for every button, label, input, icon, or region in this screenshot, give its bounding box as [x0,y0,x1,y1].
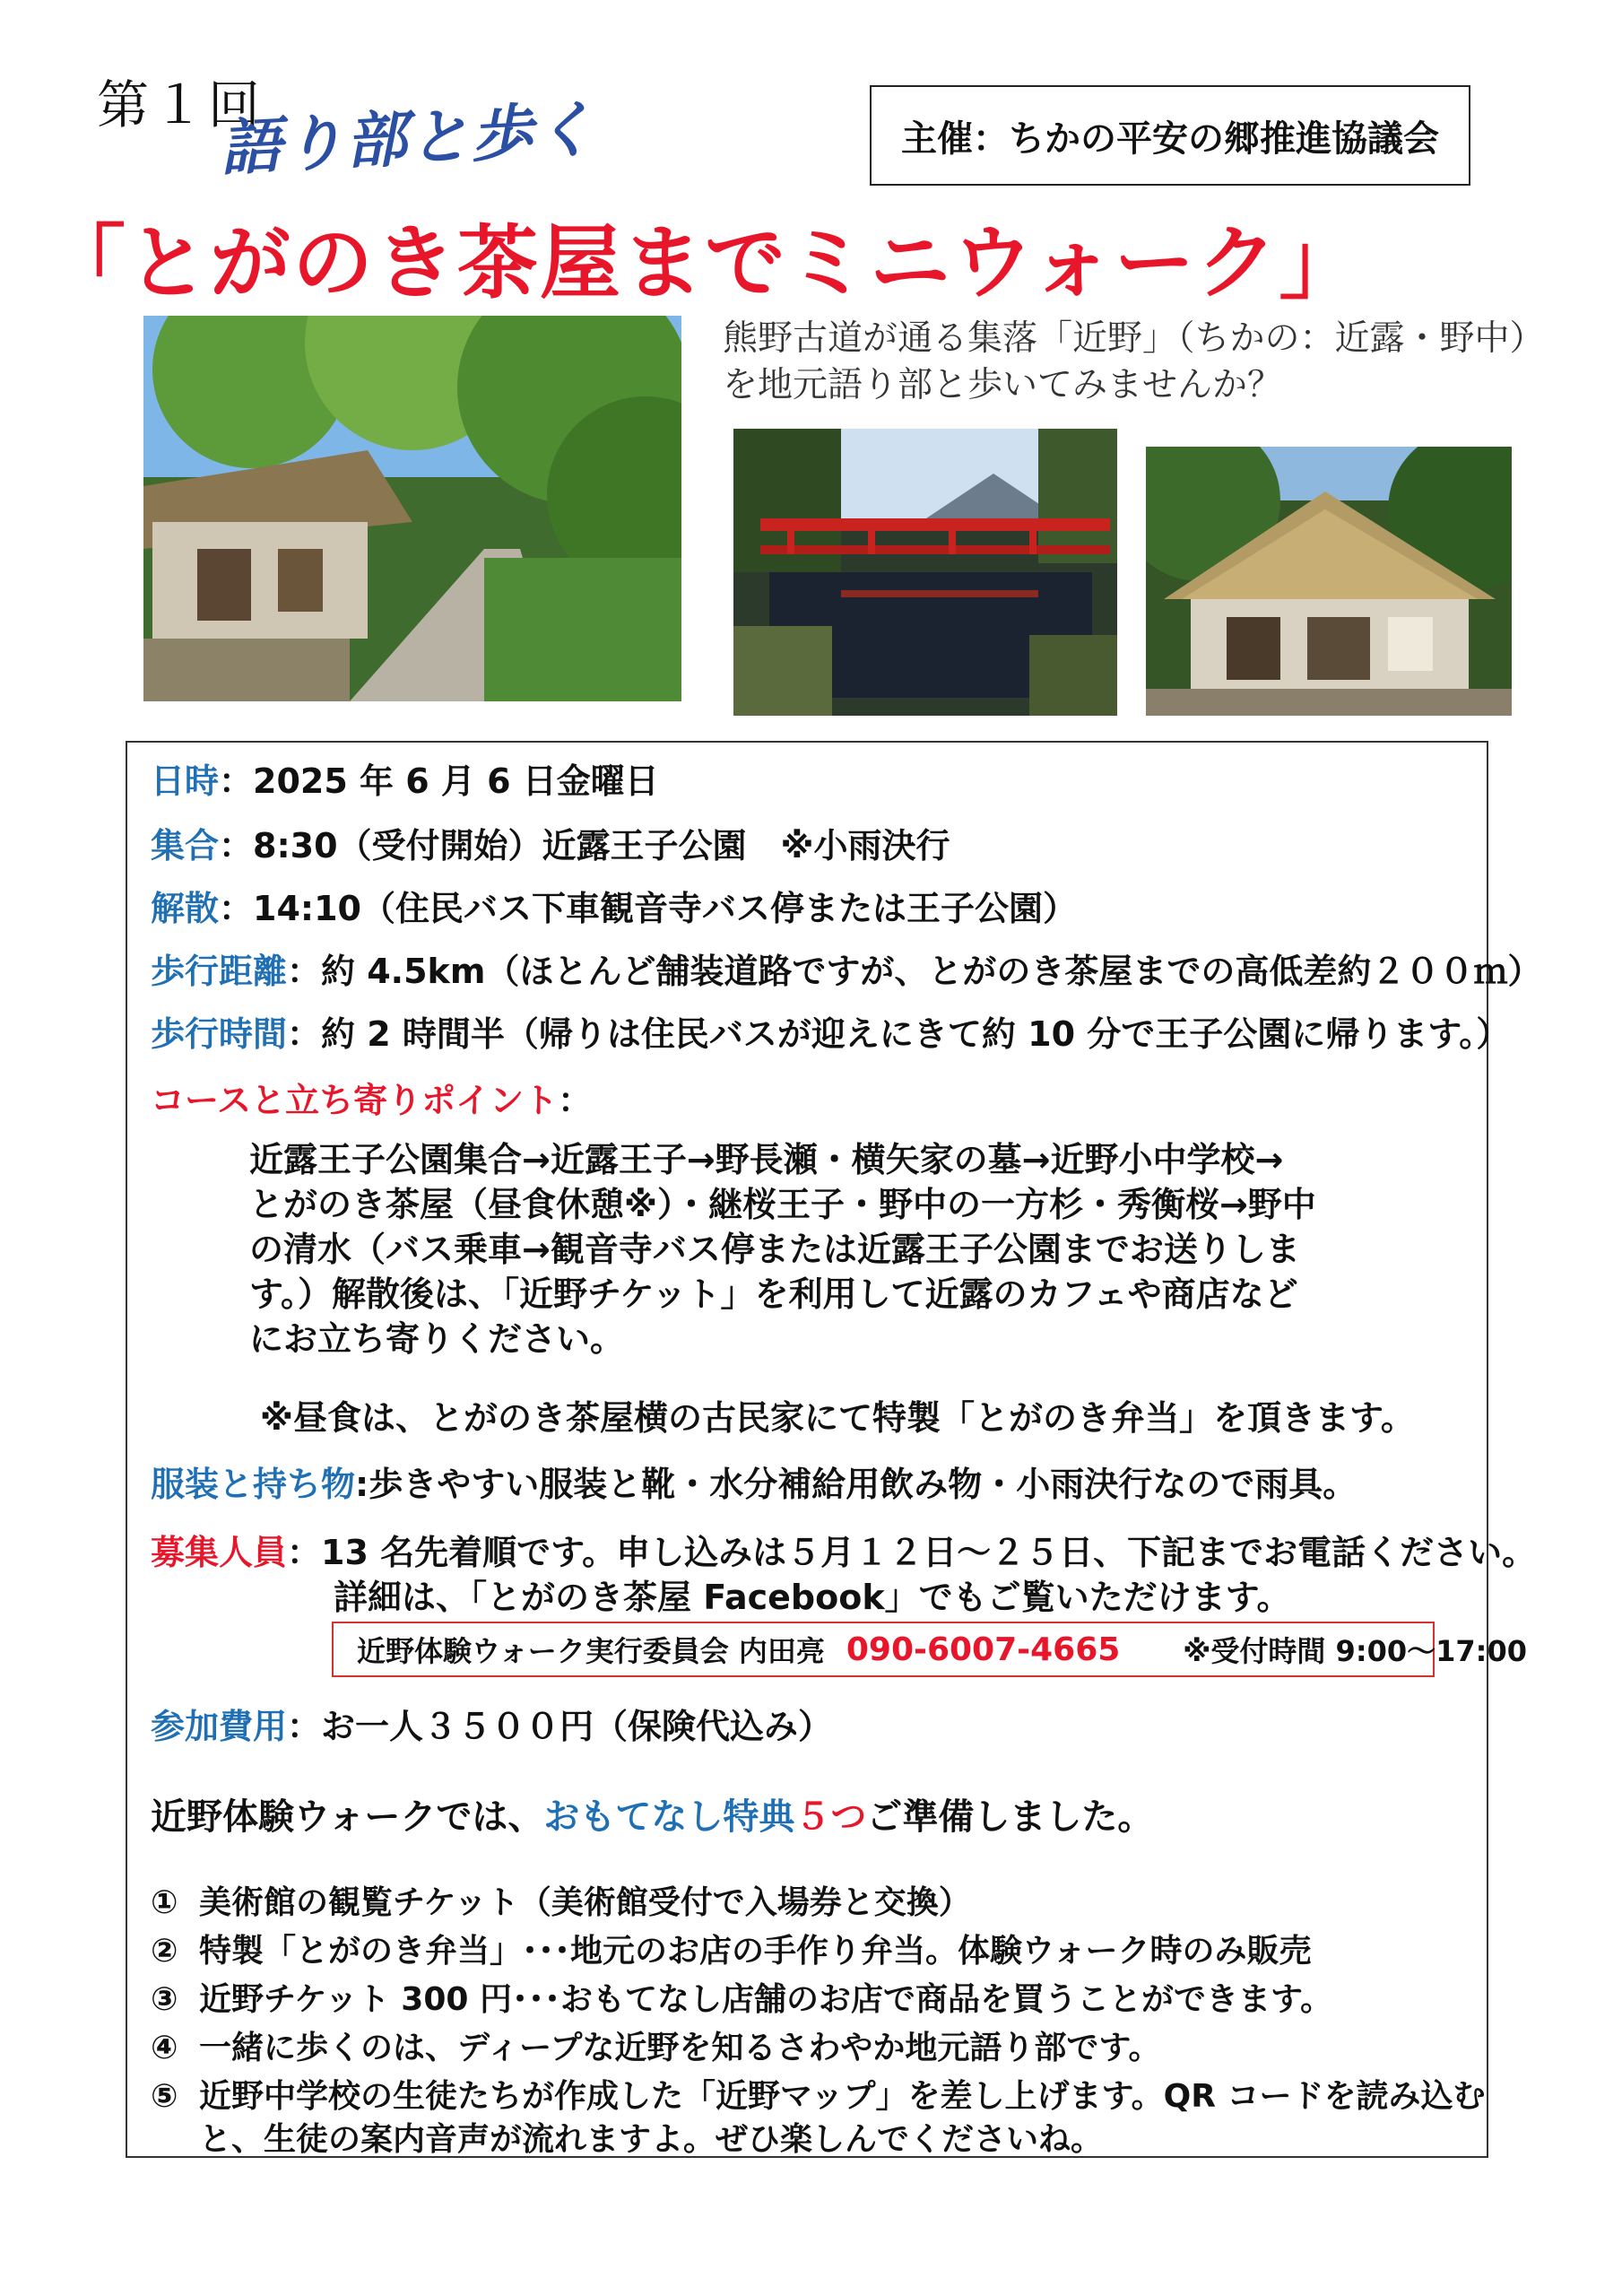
clothing-label: 服装と持ち物 [151,1465,356,1504]
contact-name: 近野体験ウォーク実行委員会 内田亮 [357,1634,825,1668]
perk-5-continuation: と、生徒の案内音声が流れますよ。ぜひ楽しんでくださいね。 [199,2121,1104,2158]
course-line: す。）解散後は、「近野チケット」を利用して近露のカフェや商店など [249,1274,1298,1314]
perk-item [151,2027,1160,2070]
intro-line-2: を地元語り部と歩いてみませんか？ [723,365,1283,405]
perk-intro-a: 近野体験ウォークでは、 [151,1796,544,1838]
clothing-value: :歩きやすい服装と靴・水分補給用飲み物・小雨決行なので雨具。 [355,1465,1357,1504]
contact-box [332,1622,1528,1677]
photo-thatched-house [1146,447,1512,716]
photo-thatched-house-image [1146,447,1512,716]
recruit-row [151,1525,1536,1574]
lunch-note: ※昼食は、とがのき茶屋横の古民家にて特製「とがのき弁当」を頂きます。 [260,1398,1415,1438]
recruit-value: ：13 名先着順です。申し込みは５月１２日～２５日、下記までお電話ください。 [287,1533,1537,1572]
course-line: の清水（バス乗車→観音寺バス停または近露王子公園までお送りしま [249,1230,1300,1269]
distance-label: 歩行距離 [151,952,288,991]
intro-text [723,316,1574,409]
meeting-value: ：8:30（受付開始）近露王子公園 ※小雨決行 [219,826,950,865]
meeting-row [151,818,950,867]
perk-text: 近野中学校の生徒たちが作成した「近野マップ」を差し上げます。QR コードを読み込む [199,2078,1486,2115]
meeting-label: 集合 [151,826,220,865]
organizer-text: 主催：ちかの平安の郷推進協議会 [901,117,1439,160]
date-row [151,753,659,803]
date-label: 日時 [151,761,220,801]
recruit-details: 詳細は、「とがのき茶屋 Facebook」でもご覧いただけます。 [334,1578,1291,1617]
walk-time-label: 歩行時間 [151,1014,288,1054]
perk-text: 特製「とがのき弁当」･･･地元のお店の手作り弁当。体験ウォーク時のみ販売 [199,1933,1312,1970]
perk-item [151,1882,971,1925]
course-line: とがのき茶屋（昼食休憩※）・継桜王子・野中の一方杉・秀衡桜→野中 [249,1185,1316,1224]
dismissal-row [151,881,1077,930]
fee-value: ：お一人３５００円（保険代込み） [287,1707,833,1746]
contact-hours: ※受付時間 9:00～17:00 [1183,1634,1528,1668]
photo-forest-path [143,316,681,701]
walk-time-row [151,1006,1510,1056]
clothing-row [151,1457,1357,1506]
dismissal-value: ：14:10（住民バス下車観音寺バス停または王子公園） [219,889,1077,928]
walk-time-value: ：約 2 時間半（帰りは住民バスが迎えにきて約 10 分で王子公園に帰ります。） [287,1014,1511,1054]
edition-label: 第１回 [97,74,265,135]
fee-row [151,1699,832,1748]
perk-number: ② [151,1933,178,1970]
distance-value: ：約 4.5km（ほとんど舗装道路ですが、とがのき茶屋までの高低差約２００ｍ） [287,952,1542,991]
perk-number: ⑤ [151,2078,178,2115]
page-title: 「とがのき茶屋までミニウォーク」 [45,216,1362,310]
perk-item [151,1930,1312,1973]
perk-text: 一緒に歩くのは、ディープな近野を知るさわやか地元語り部です。 [199,2030,1161,2066]
perk-item [151,2075,1486,2118]
dismissal-label: 解散 [151,889,220,928]
perk-number: ① [151,1884,178,1921]
course-label: コースと立ち寄りポイント [151,1081,559,1120]
perk-intro-b: おもてなし特典 [543,1796,795,1838]
fee-label: 参加費用 [151,1707,288,1746]
perk-intro-d: ご準備しました。 [866,1796,1154,1838]
subtitle: 語り部と歩く [218,94,599,186]
distance-row [151,944,1541,993]
course-heading-row [151,1073,592,1122]
course-colon: ： [558,1081,593,1120]
perk-intro [151,1788,1153,1839]
perk-number: ③ [151,1981,178,2018]
date-value: ：2025 年 6 月 6 日金曜日 [219,761,659,801]
contact-phone-link[interactable]: 090-6007-4665 [846,1631,1121,1668]
intro-line-1: 熊野古道が通る集落「近野」（ちかの：近露・野中） [723,318,1545,359]
perk-text: 美術館の観覧チケット（美術館受付で入場券と交換） [199,1884,971,1921]
course-line: 近露王子公園集合→近露王子→野長瀬・横矢家の墓→近野小中学校→ [249,1140,1284,1179]
perk-number: ④ [151,2030,178,2066]
course-line: にお立ち寄りください。 [249,1319,625,1359]
perk-intro-c: ５つ [794,1796,867,1838]
organizer-box [870,85,1470,186]
perk-text: 近野チケット 300 円･･･おもてなし店舗のお店で商品を買うことができます。 [199,1981,1333,2018]
perk-item [151,1979,1332,2022]
recruit-label: 募集人員 [151,1533,288,1572]
photo-red-bridge-image [733,429,1117,716]
photo-forest-path-image [143,316,681,701]
course-description [249,1137,1469,1361]
photo-red-bridge [733,429,1117,716]
